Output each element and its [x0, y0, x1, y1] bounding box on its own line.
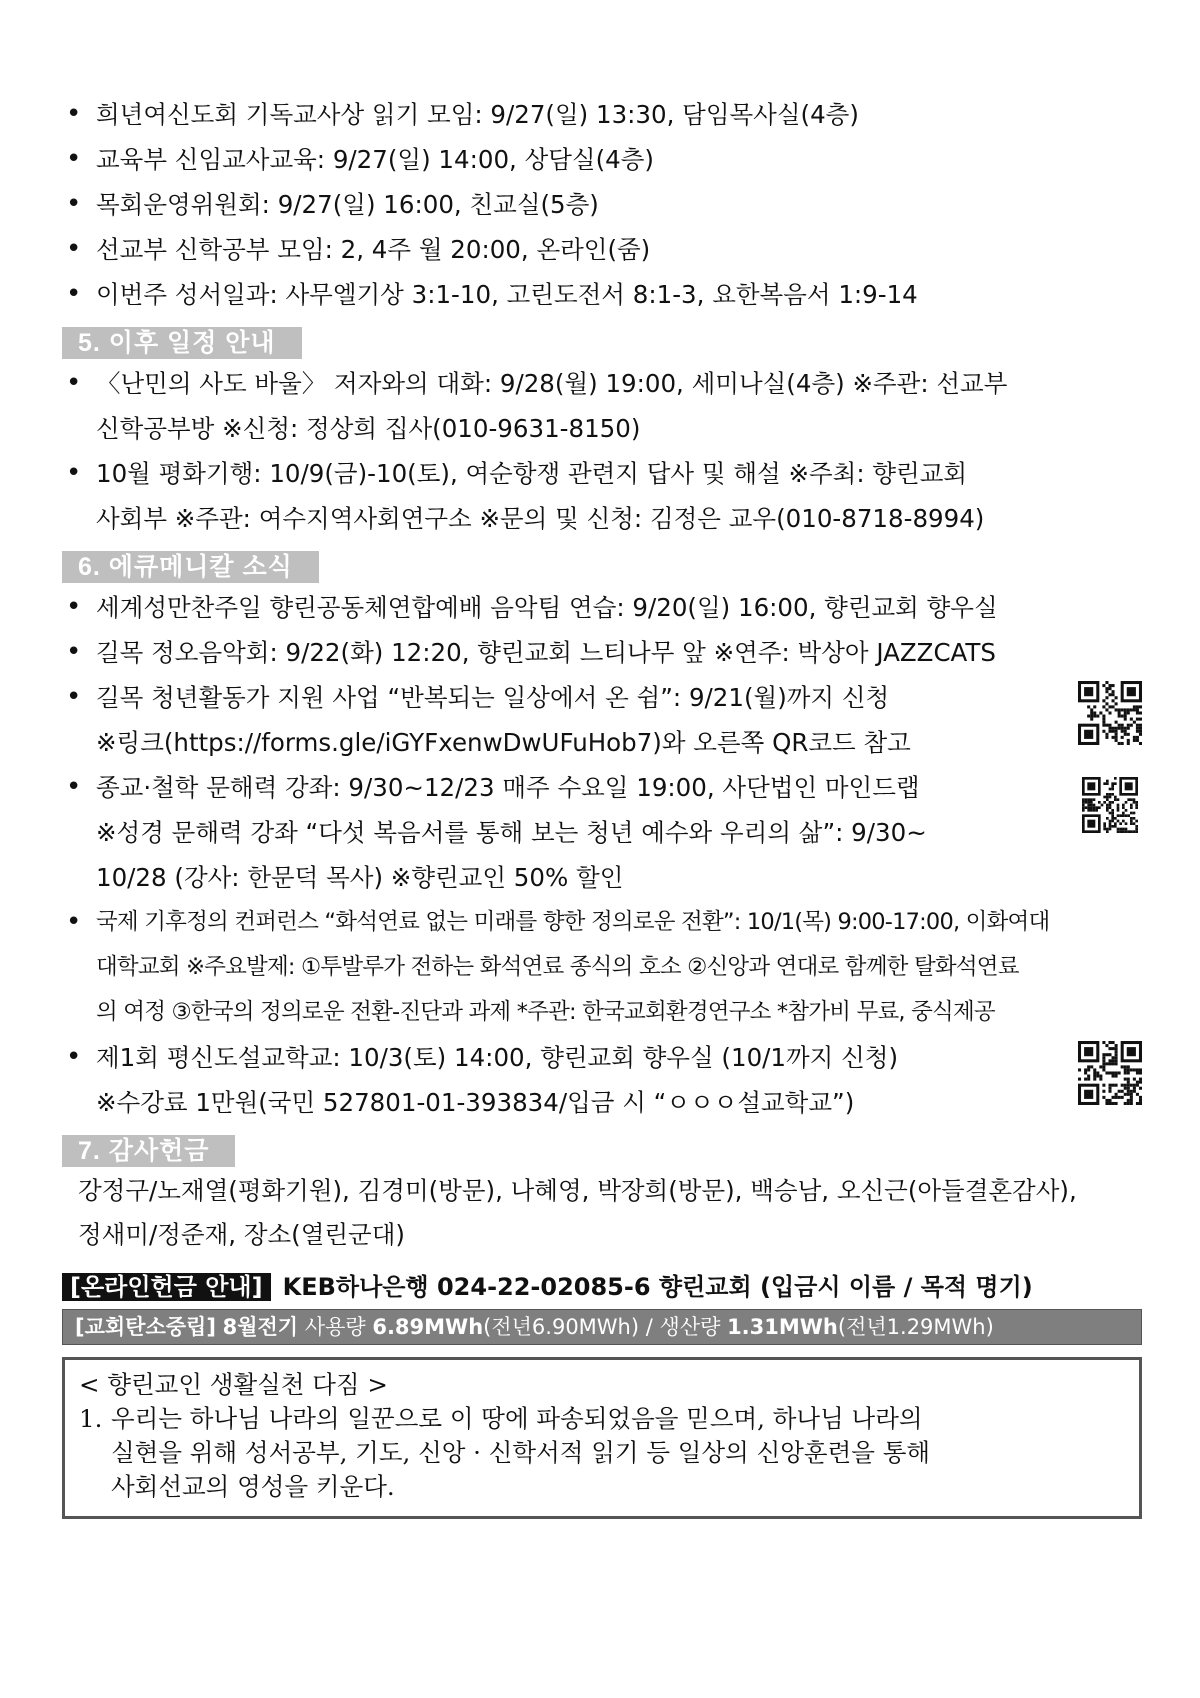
list-item [62, 272, 1142, 317]
item-line: • 이번주 성서일과: 사무엘기상 3:1-10, 고린도전서 8:1-3, 요한복음서 1:9-14 [96, 280, 918, 309]
pledge-line: 사회선교의 영성을 키운다. [111, 1472, 395, 1501]
list-item [62, 227, 1142, 272]
usage-value: 6.89MWh [372, 1315, 484, 1339]
item-line: • 국제 기후정의 컨퍼런스 “화석연료 없는 미래를 향한 정의로운 전환”: 10/1(목) 9:00-17:00, 이화여대 [96, 909, 1050, 935]
item-line: • 목회운영위원회: 9/27(일) 16:00, 친교실(5층) [96, 190, 599, 219]
pledge-item [79, 1402, 1129, 1504]
production-value: 1.31MWh [727, 1315, 838, 1339]
list-item [62, 137, 1142, 182]
carbon-separator: / [639, 1315, 660, 1339]
online-offering-account: KEB하나은행 024-22-02085-6 향린교회 (입금시 이름 / 목적 명기) [282, 1273, 1033, 1301]
item-line: • 종교·철학 문해력 강좌: 9/30~12/23 매주 수요일 19:00, 사단법인 마인드랩 [96, 773, 920, 802]
thanks-line: 강정구/노재열(평화기원), 김경미(방문), 나혜영, 박장희(방문), 백승남, 오신근(아들결혼감사), [78, 1176, 1077, 1205]
section-title: 6. 에큐메니칼 소식 [62, 551, 319, 583]
qr-code-icon[interactable] [1078, 681, 1142, 745]
item-line: 10/28 (강사: 한문덕 목사) ※향린교인 50% 할인 [96, 863, 624, 892]
list-item [62, 765, 1142, 900]
usage-prev: (전년6.90MWh) [483, 1315, 640, 1339]
item-line: 사회부 ※주관: 여수지역사회연구소 ※문의 및 신청: 김정은 교우(010-8718-8994) [96, 504, 985, 533]
list-item [62, 182, 1142, 227]
pledge-box [62, 1357, 1142, 1519]
item-line: • 길목 청년활동가 지원 사업 “반복되는 일상에서 온 쉼”: 9/21(월)까지 신청 [96, 683, 890, 712]
pledge-text [111, 1402, 930, 1504]
item-line: ※링크(https://forms.gle/iGYFxenwDwUFuHob7)와 오른쪽 QR코드 참고 [96, 728, 911, 757]
section-5-list [62, 361, 1142, 541]
production-label: 생산량 [659, 1315, 721, 1339]
carbon-tag: [교회탄소중립] [75, 1315, 216, 1339]
list-item [62, 361, 1142, 451]
item-line: • 희년여신도회 기독교사상 읽기 모임: 9/27(일) 13:30, 담임목사실(4층) [96, 100, 859, 129]
section-5-header [62, 327, 1142, 359]
thanks-line: 정새미/정준재, 장소(열린군대) [78, 1220, 405, 1249]
online-offering-info [62, 1269, 1142, 1305]
section-6-list [62, 585, 1142, 1125]
carbon-neutral-bar [62, 1309, 1142, 1345]
section-title: 7. 감사헌금 [62, 1135, 235, 1167]
item-line: • 교육부 신임교사교육: 9/27(일) 14:00, 상담실(4층) [96, 145, 654, 174]
pledge-number: 1. [79, 1404, 103, 1433]
list-item [62, 675, 1142, 765]
item-line: 대학교회 ※주요발제: ①투발루가 전하는 화석연료 종식의 호소 ②신앙과 연대로 함께한 탈화석연료 [96, 954, 1019, 980]
list-item [62, 451, 1142, 541]
item-line: • 〈난민의 사도 바울〉 저자와의 대화: 9/28(월) 19:00, 세미나실(4층) ※주관: 선교부 [96, 369, 1008, 398]
item-line: 신학공부방 ※신청: 정상희 집사(010-9631-8150) [96, 414, 641, 443]
usage-label: 사용량 [304, 1315, 366, 1339]
thanks-offering-list [62, 1169, 1142, 1257]
pledge-line: 우리는 하나님 나라의 일꾼으로 이 땅에 파송되었음을 믿으며, 하나님 나라의 [111, 1404, 923, 1433]
item-line: ※수강료 1만원(국민 527801-01-393834/입금 시 “ㅇㅇㅇ설교학교”) [96, 1088, 855, 1117]
online-offering-tag: [온라인헌금 안내] [62, 1273, 271, 1301]
section-title: 5. 이후 일정 안내 [62, 327, 302, 359]
bulletin-page [62, 92, 1142, 1519]
qr-code-icon[interactable] [1078, 1041, 1142, 1105]
carbon-month: 8월전기 [222, 1315, 299, 1339]
list-item [62, 630, 1142, 675]
item-line: 의 여정 ③한국의 정의로운 전환-진단과 과제 *주관: 한국교회환경연구소 *참가비 무료, 중식제공 [96, 999, 995, 1025]
list-item [62, 1035, 1142, 1125]
item-line: • 제1회 평신도설교학교: 10/3(토) 14:00, 향린교회 향우실 (10/1까지 신청) [96, 1043, 899, 1072]
pledge-title: < 향린교인 생활실천 다짐 > [79, 1370, 388, 1399]
list-item [62, 585, 1142, 630]
item-line: • 선교부 신학공부 모임: 2, 4주 월 20:00, 온라인(줌) [96, 235, 651, 264]
qr-code-icon[interactable] [1082, 777, 1138, 833]
item-line: ※성경 문해력 강좌 “다섯 복음서를 통해 보는 청년 예수와 우리의 삶”: 9/30~ [96, 818, 927, 847]
section-6-header [62, 551, 1142, 583]
list-item [62, 92, 1142, 137]
production-prev: (전년1.29MWh) [837, 1315, 994, 1339]
item-line: • 길목 정오음악회: 9/22(화) 12:20, 향린교회 느티나무 앞 ※연주: 박상아 JAZZCATS [96, 638, 996, 667]
section-7-header [62, 1135, 1142, 1167]
item-line: • 세계성만찬주일 향린공동체연합예배 음악팀 연습: 9/20(일) 16:00, 향린교회 향우실 [96, 593, 998, 622]
item-line: • 10월 평화기행: 10/9(금)-10(토), 여순항쟁 관련지 답사 및 해설 ※주최: 향린교회 [96, 459, 968, 488]
list-item [62, 900, 1142, 1035]
pledge-line: 실현을 위해 성서공부, 기도, 신앙 · 신학서적 읽기 등 일상의 신앙훈련을 통해 [111, 1438, 931, 1467]
top-notice-list [62, 92, 1142, 317]
